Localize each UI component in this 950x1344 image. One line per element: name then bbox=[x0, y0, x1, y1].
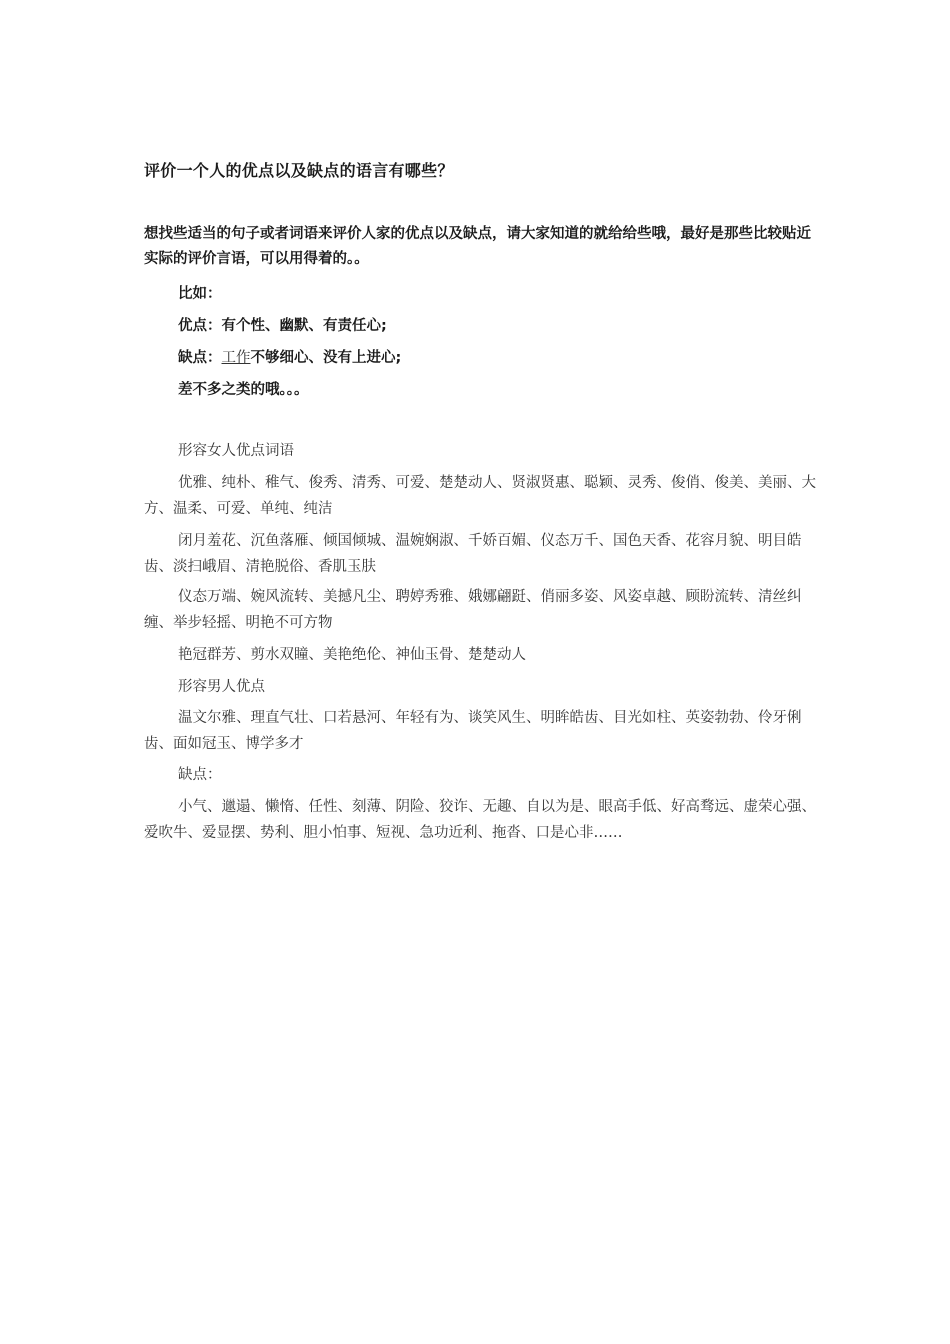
women-paragraph-3: 仪态万端、婉风流转、美撼凡尘、聘婷秀雅、娥娜翩跹、俏丽多姿、风姿卓越、顾盼流转、清丝纠缠、举步轻摇、明艳不可方物 bbox=[144, 589, 802, 631]
example-outro: 差不多之类的哦。。。 bbox=[178, 382, 309, 398]
men-heading: 形容男人优点 bbox=[178, 679, 265, 695]
women-paragraph-1: 优雅、纯朴、稚气、俊秀、清秀、可爱、楚楚动人、贤淑贤惠、聪颖、灵秀、俊俏、俊美、美丽、大方、温柔、可爱、单纯、纯洁 bbox=[144, 475, 816, 517]
question-text: 想找些适当的句子或者词语来评价人家的优点以及缺点，请大家知道的就给给些哦，最好是那些比较贴近实际的评价言语，可以用得着的。。 bbox=[144, 226, 811, 267]
page-title: 评价一个人的优点以及缺点的语言有哪些？ bbox=[144, 161, 454, 180]
women-paragraph-4: 艳冠群芳、剪水双瞳、美艳绝伦、神仙玉骨、楚楚动人 bbox=[178, 647, 526, 663]
cons-paragraph-1: 小气、邋遢、懒惰、任性、刻薄、阴险、狡诈、无趣、自以为是、眼高手低、好高骛远、虚荣心强、爱吹牛、爱显摆、势利、胆小怕事、短视、急功近利、拖沓、口是心非…… bbox=[144, 799, 816, 841]
pros-prefix: 优点： bbox=[178, 318, 222, 334]
cons-prefix: 缺点： bbox=[178, 350, 222, 366]
example-intro: 比如： bbox=[178, 286, 222, 302]
women-paragraph-2: 闭月羞花、沉鱼落雁、倾国倾城、温婉娴淑、千娇百媚、仪态万千、国色天香、花容月貌、明目皓齿、淡扫峨眉、清艳脱俗、香肌玉肤 bbox=[144, 533, 802, 575]
cons-heading: 缺点： bbox=[178, 767, 222, 783]
cons-text: 不够细心、没有上进心; bbox=[250, 350, 402, 366]
example-cons bbox=[178, 346, 401, 367]
example-pros bbox=[178, 314, 387, 335]
work-link[interactable]: 工作 bbox=[221, 350, 251, 366]
men-paragraph-1: 温文尔雅、理直气壮、口若悬河、年轻有为、谈笑风生、明眸皓齿、目光如柱、英姿勃勃、伶牙俐齿、面如冠玉、博学多才 bbox=[144, 710, 802, 752]
pros-text: 有个性、幽默、有责任心; bbox=[221, 318, 387, 334]
women-heading: 形容女人优点词语 bbox=[178, 443, 294, 459]
